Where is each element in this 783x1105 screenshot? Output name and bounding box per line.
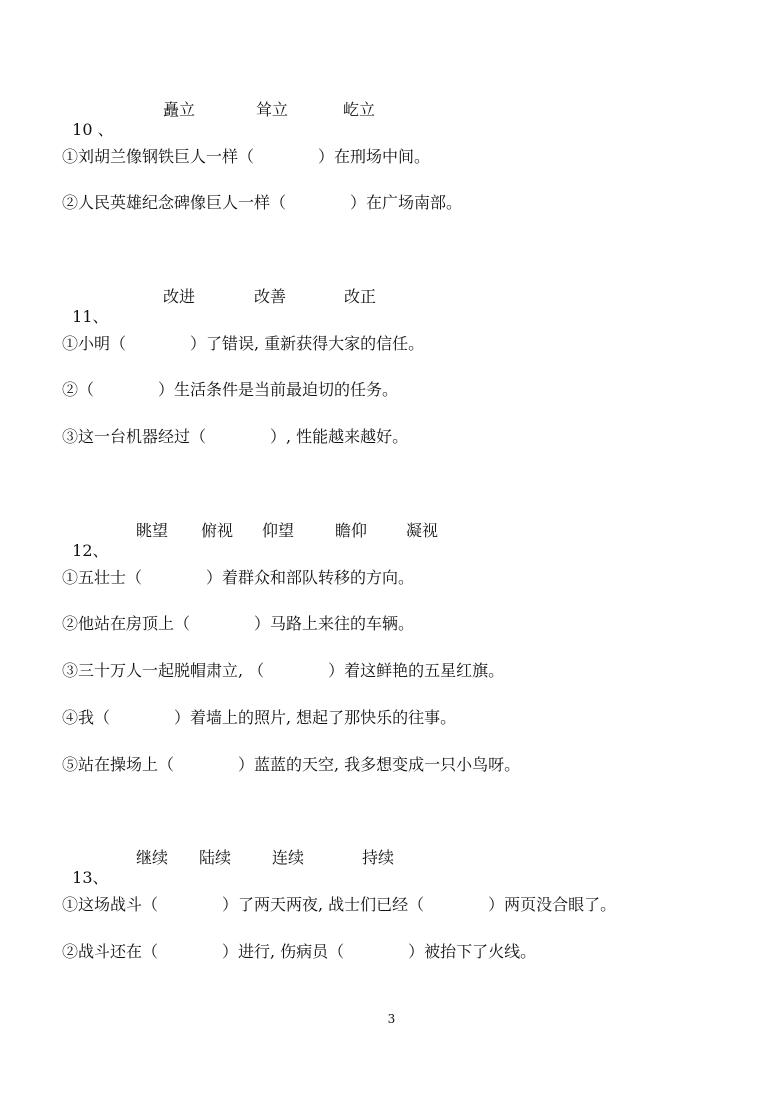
sentence: ①这场战斗（ ）了两天两夜, 战士们已经（ ）两页没合眼了。: [62, 895, 617, 914]
question-number: 13、: [72, 868, 109, 887]
sentence: ②人民英雄纪念碑像巨人一样（ ）在广场南部。: [62, 193, 463, 212]
sentence: ②（ ）生活条件是当前最迫切的任务。: [62, 380, 399, 399]
word-option: 继续: [136, 848, 169, 867]
sentence: ①小明（ ）了错误, 重新获得大家的信任。: [62, 334, 425, 353]
sentence: ①五壮士（ ）着群众和部队转移的方向。: [62, 568, 415, 587]
word-option: 连续: [272, 848, 305, 867]
sentence: ②战斗还在（ ）进行, 伤病员（ ）被抬下了火线。: [62, 942, 537, 961]
word-option: 屹立: [343, 100, 376, 119]
sentence: ③这一台机器经过（ ）, 性能越来越好。: [62, 427, 409, 446]
word-option: 改正: [344, 287, 377, 306]
word-option: 矗立: [163, 100, 196, 119]
sentence: ④我（ ）着墙上的照片, 想起了那快乐的往事。: [62, 708, 457, 727]
question-number: 12、: [72, 541, 109, 560]
page-number: 3: [387, 1012, 396, 1026]
word-option: 俯视: [201, 521, 234, 540]
question-number: 10 、: [72, 120, 114, 139]
word-option: 改善: [254, 287, 287, 306]
word-option: 耸立: [256, 100, 289, 119]
word-option: 持续: [362, 848, 395, 867]
sentence: ⑤站在操场上（ ）蓝蓝的天空, 我多想变成一只小鸟呀。: [62, 755, 521, 774]
word-option: 瞻仰: [335, 521, 368, 540]
word-option: 改进: [163, 287, 196, 306]
word-option: 眺望: [136, 521, 169, 540]
sentence: ①刘胡兰像钢铁巨人一样（ ）在刑场中间。: [62, 147, 431, 166]
sentence: ③三十万人一起脱帽肃立, （ ）着这鲜艳的五星红旗。: [62, 661, 505, 680]
sentence: ②他站在房顶上（ ）马路上来往的车辆。: [62, 614, 415, 633]
word-option: 凝视: [406, 521, 439, 540]
word-option: 陆续: [199, 848, 232, 867]
word-option: 仰望: [262, 521, 295, 540]
question-number: 11、: [72, 307, 109, 326]
